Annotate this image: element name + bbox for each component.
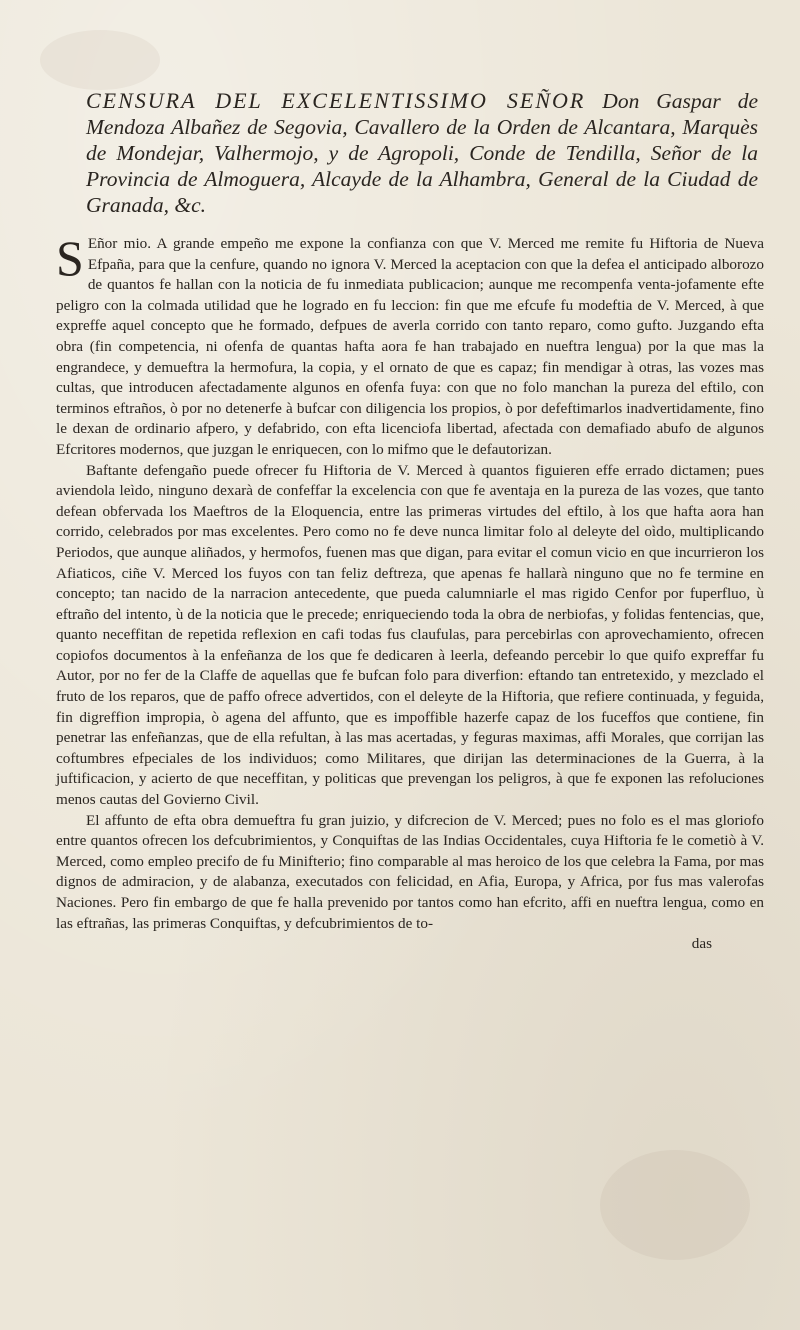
paragraph-1 bbox=[56, 230, 764, 461]
paper-stain bbox=[40, 30, 160, 90]
heading-text: Don Gaspar de Mendoza Albañez de Segovia, Cavallero de la Orden de Alcantara, Marquès de Mondejar, Valhermojo, y de Agropoli, Conde de Tendilla, Señor de la Provincia de Almoguera, Alcayde de la Alhambra, General de la Ciudad de Granada, &c. bbox=[86, 89, 758, 217]
paragraph-2: Baftante defengaño puede ofrecer fu Hiftoria de V. Merced à quantos figuieren effe errado dictamen; pues aviendola leìdo, ninguno dexarà de confeffar la excelencia con que fe aventaja en la pureza de las vozes, que tanto defean obfervada los Maeftros de la Eloquencia, entre las primeras virtudes del eftilo, à los que hafta aora han corrido, celebrados por mas excelentes. Pero como no fe deve nunca limitar folo al deleyte del oìdo, multiplicando Periodos, que aunque aliñados, y hermofos, fuenen mas que digan, para evitar el comun vicio en que incurrieron los Afiaticos, ciñe V. Merced los fuyos con tan feliz deftreza, que apenas fe hallarà ninguno que no fe termine en concepto; tan nacido de la narracion antecedente, que pueda calumniarle el mas rigido Cenfor por fuperfluo, ù eftraño del intento, ù de la noticia que le precede; enriqueciendo toda la obra de nerbiofas, y folidas fentencias, que, quanto neceffitan de repetida reflexion en cafi todas fus claufulas, para percebirlas con aprovechamiento, ofrecen copiofos documentos à la enfeñanza de los que fe dedicaren à leerla, defeando percebir lo que quifo expreffar fu Autor, por no fer de la Claffe de aquellas que fe bufcan folo para diverfion: eftando tan entretexido, y mezclado el fruto de los reparos, que de paffo ofrece advertidos, con el deleyte de la Hiftoria, que refiere continuada, y feguida, fin digreffion impropia, ò agena del affunto, que es impoffible hazerfe capaz de los fuceffos que contiene, fin penetrar las enfeñanzas, que de ella refultan, à las mas acertadas, y feguras maximas, affi Morales, que corrijan las coftumbres efpeciales de los individuos; como Militares, que dirijan las determinaciones de la Guerra, à la juftificacion, y acierto de que neceffitan, y politicas que prevengan los peligros, à que fe exponen las refoluciones menos cautas del Govierno Civil. bbox=[56, 461, 764, 809]
paragraph-1-text: Eñor mio. A grande empeño me expone la confianza con que V. Merced me remite fu Hiftoria de Nueva Efpaña, para que la cenfure, quando no ignora V. Merced la aceptacion con que la defea el anticipado alborozo de quantos fe hallan con la noticia de fu inmediata publicacion; aunque me recompenfa venta-jofamente efte peligro con la colmada utilidad que he logrado en fu leccion: fin que me efcufe fu modeftia de V. Merced, à que expreffe aquel concepto que he formado, defpues de averla corrido con tanto reparo, como gufto. Juzgando efta obra (fin competencia, ni ofenfa de quantas hafta aora fe han trabajado en nueftra lengua) por la que mas la engrandece, y demueftra la hermofura, la copia, y el ornato de que es capaz; fin mendigar à otras, las vozes mas cultas, que introducen afectadamente algunos en ofenfa fuya: con que no folo manchan la pureza del eftilo, con terminos eftraños, ò por no detenerfe à bufcar con diligencia los propios, ò por defeftimarlos inadvertidamente, fino le dexan de ordinario afpero, y defabrido, con efta licenciofa libertad, afectada con demafiado abufo de algunos Efcritores modernos, que juzgan le enriquecen, con lo mifmo que le defautorizan. bbox=[56, 235, 764, 458]
body-text bbox=[56, 230, 764, 934]
drop-cap: S bbox=[56, 230, 84, 286]
paper-stain bbox=[600, 1150, 750, 1260]
heading-caps: CENSURA DEL EXCELENTISSIMO SEÑOR bbox=[86, 88, 586, 113]
paragraph-3: El affunto de efta obra demueftra fu gran juizio, y difcrecion de V. Merced; pues no folo es el mas gloriofo entre quantos ofrecen los defcubrimientos, y Conquiftas de las Indias Occidentales, cuya Hiftoria fe le cometiò à V. Merced, como empleo precifo de fu Minifterio; fino comparable al mas heroico de los que celebra la Fama, por mas dignos de admiracion, y de alabanza, executados con felicidad, en Afia, Europa, y Africa, por fus mas valerofas Naciones. Pero fin embargo de que fe halla prevenido por tantos como han efcrito, affi en nueftra lengua, como en las eftrañas, las primeras Conquiftas, y defcubrimientos de to- bbox=[56, 811, 764, 932]
censure-heading bbox=[56, 88, 764, 218]
catchword: das bbox=[691, 935, 712, 953]
